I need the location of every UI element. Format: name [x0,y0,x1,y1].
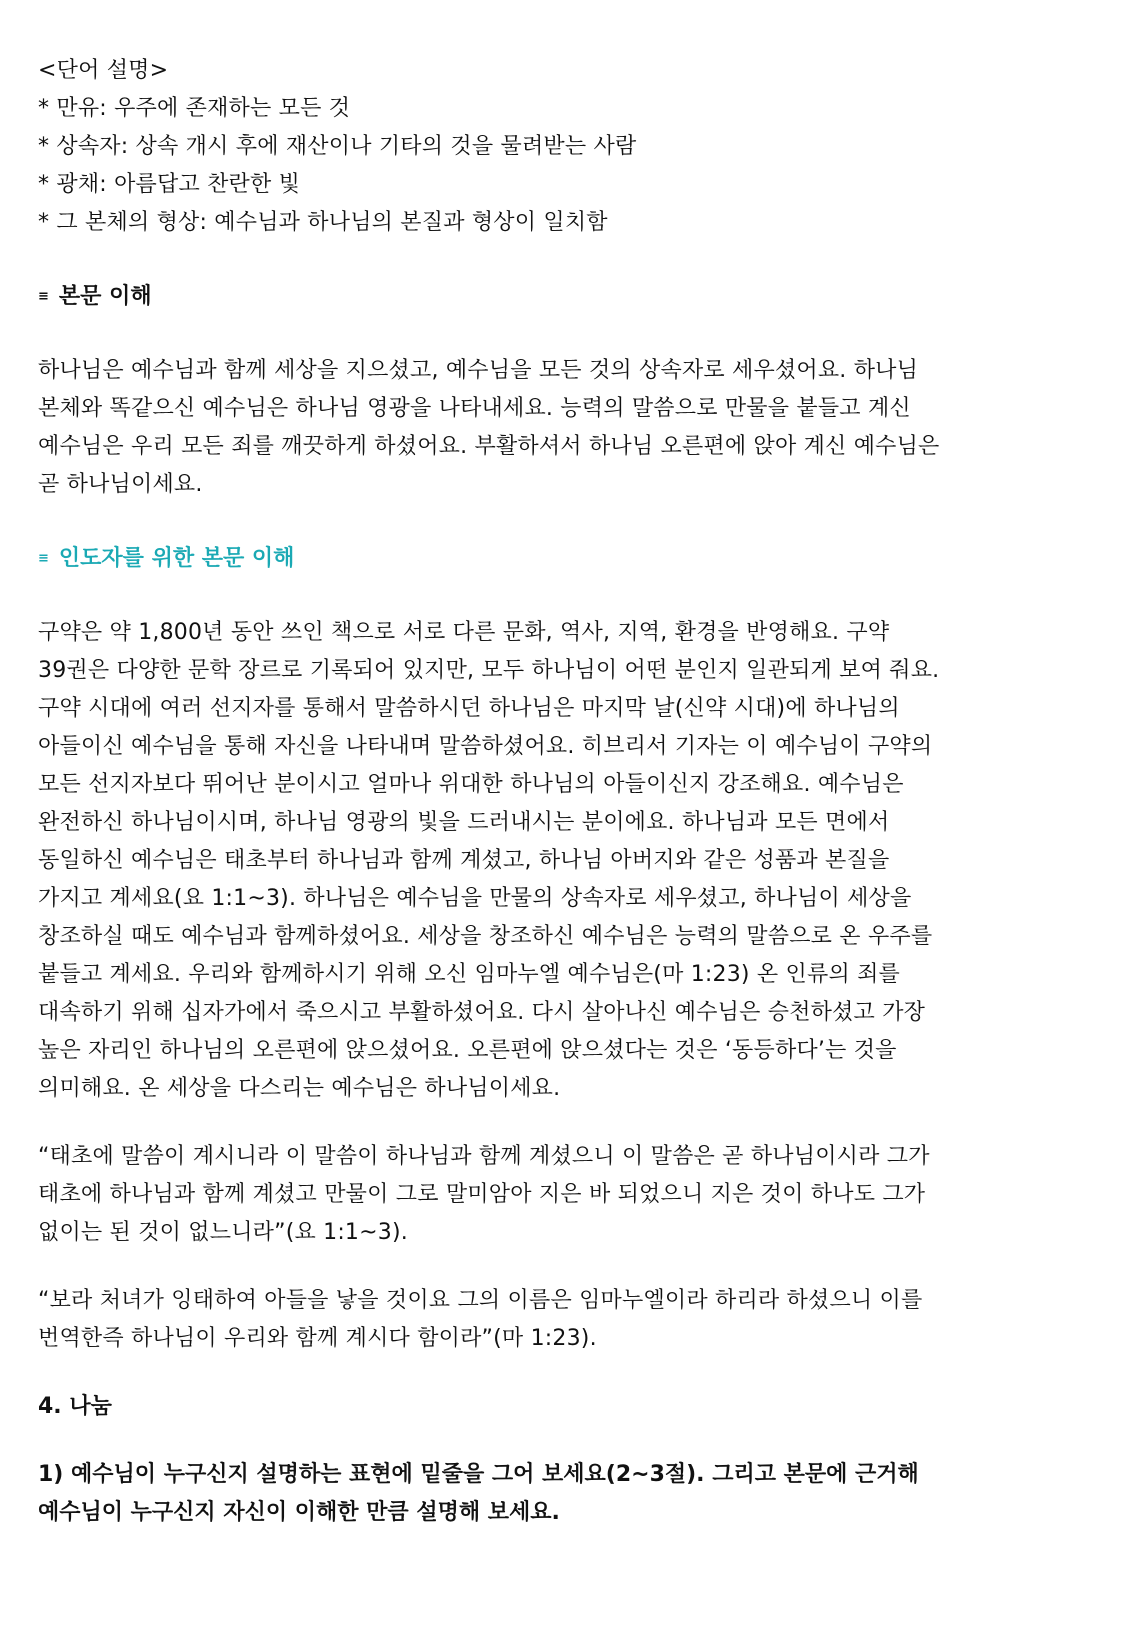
quote-line: “보라 처녀가 잉태하여 아들을 낳을 것이요 그의 이름은 임마누엘이라 하리라 하셨으니 이를 [38,1288,923,1313]
glossary-item: * 상속자: 상속 개시 후에 재산이나 기타의 것을 물려받는 사람 [38,134,637,159]
sharing-heading: 4. 나눔 [38,1394,112,1419]
leader-paragraph [38,614,1110,1108]
glossary-item: * 만유: 우주에 존재하는 모든 것 [38,96,351,121]
paragraph-line: 의미해요. 온 세상을 다스리는 예수님은 하나님이세요. [38,1076,561,1101]
quote-line: “태초에 말씀이 계시니라 이 말씀이 하나님과 함께 계셨으니 이 말씀은 곧 하나님이시라 그가 [38,1144,930,1169]
question-line: 1) 예수님이 누구신지 설명하는 표현에 밑줄을 그어 보세요(2~3절). 그리고 본문에 근거해 [38,1462,919,1487]
section-heading-leader [38,540,1110,578]
section-heading-label: 본문 이해 [58,284,152,309]
paragraph-line: 39권은 다양한 문학 장르로 기록되어 있지만, 모두 하나님이 어떤 분인지 일관되게 보여 줘요. [38,658,940,683]
sharing-question [38,1456,1110,1532]
section-heading-label: 인도자를 위한 본문 이해 [58,546,295,571]
paragraph-line: 붙들고 계세요. 우리와 함께하시기 위해 오신 임마누엘 예수님은(마 1:23) 온 인류의 죄를 [38,962,901,987]
paragraph-line: 구약 시대에 여러 선지자를 통해서 말씀하시던 하나님은 마지막 날(신약 시대)에 하나님의 [38,696,900,721]
paragraph-line: 대속하기 위해 십자가에서 죽으시고 부활하셨어요. 다시 살아나신 예수님은 승천하셨고 가장 [38,1000,926,1025]
quote-line: 없이는 된 것이 없느니라”(요 1:1~3). [38,1220,408,1245]
paragraph-line: 곧 하나님이세요. [38,472,203,497]
question-line: 예수님이 누구신지 자신이 이해한 만큼 설명해 보세요. [38,1500,560,1525]
quote-line: 번역한즉 하나님이 우리와 함께 계시다 함이라”(마 1:23). [38,1326,597,1351]
glossary-block [38,52,1110,242]
paragraph-line: 가지고 계세요(요 1:1~3). 하나님은 예수님을 만물의 상속자로 세우셨고, 하나님이 세상을 [38,886,912,911]
section-heading-text-understanding [38,278,1110,316]
menu-lines-icon: ≡ [38,289,49,304]
paragraph-line: 모든 선지자보다 뛰어난 분이시고 얼마나 위대한 하나님의 아들이신지 강조해요. 예수님은 [38,772,904,797]
glossary-item: * 광채: 아름답고 찬란한 빛 [38,172,301,197]
text-understanding-paragraph [38,352,1110,504]
quote-line: 태초에 하나님과 함께 계셨고 만물이 그로 말미암아 지은 바 되었으니 지은 것이 하나도 그가 [38,1182,926,1207]
paragraph-line: 예수님은 우리 모든 죄를 깨끗하게 하셨어요. 부활하셔서 하나님 오른편에 앉아 계신 예수님은 [38,434,940,459]
glossary-item: * 그 본체의 형상: 예수님과 하나님의 본질과 형상이 일치함 [38,210,608,235]
paragraph-line: 높은 자리인 하나님의 오른편에 앉으셨어요. 오른편에 앉으셨다는 것은 ‘동등하다’는 것을 [38,1038,897,1063]
paragraph-line: 구약은 약 1,800년 동안 쓰인 책으로 서로 다른 문화, 역사, 지역, 환경을 반영해요. 구약 [38,620,890,645]
glossary-title: <단어 설명> [38,58,169,83]
paragraph-line: 동일하신 예수님은 태초부터 하나님과 함께 계셨고, 하나님 아버지와 같은 성품과 본질을 [38,848,890,873]
menu-lines-icon: ≡ [38,551,49,566]
paragraph-line: 본체와 똑같으신 예수님은 하나님 영광을 나타내세요. 능력의 말씀으로 만물을 붙들고 계신 [38,396,911,421]
scripture-quote-matthew [38,1282,1110,1358]
paragraph-line: 완전하신 하나님이시며, 하나님 영광의 빛을 드러내시는 분이에요. 하나님과 모든 면에서 [38,810,890,835]
paragraph-line: 창조하실 때도 예수님과 함께하셨어요. 세상을 창조하신 예수님은 능력의 말씀으로 온 우주를 [38,924,933,949]
paragraph-line: 하나님은 예수님과 함께 세상을 지으셨고, 예수님을 모든 것의 상속자로 세우셨어요. 하나님 [38,358,919,383]
scripture-quote-john [38,1138,1110,1252]
paragraph-line: 아들이신 예수님을 통해 자신을 나타내며 말씀하셨어요. 히브리서 기자는 이 예수님이 구약의 [38,734,933,759]
